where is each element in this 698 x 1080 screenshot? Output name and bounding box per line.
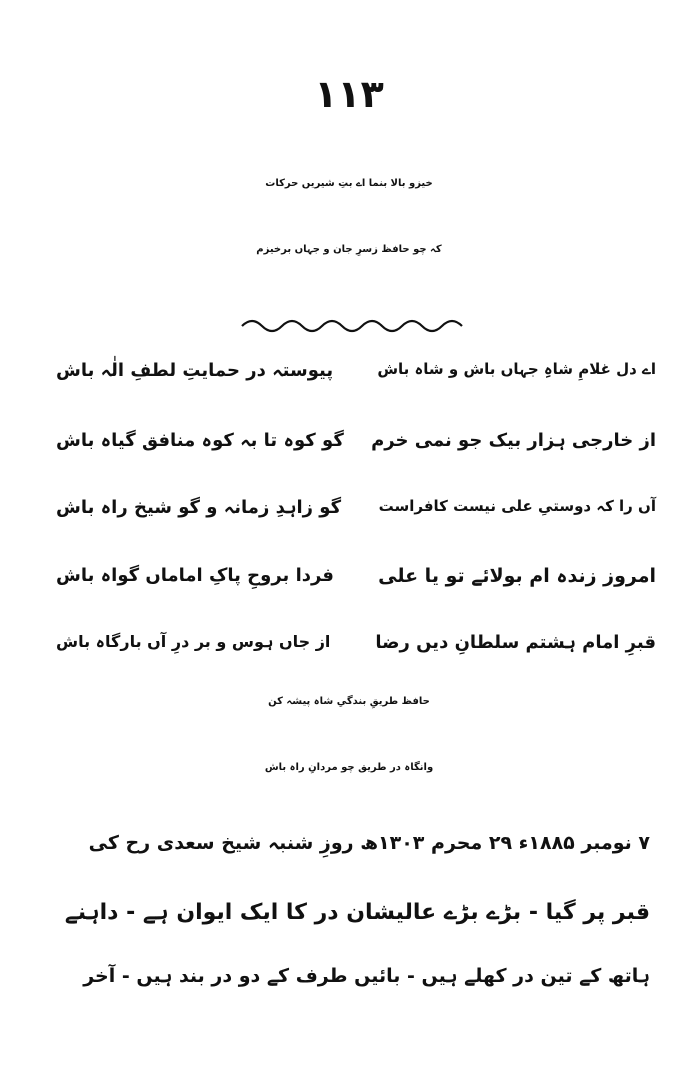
closing-verse-line-2: وانگاہ در طریق چو مردانِ راہ باش (264, 762, 434, 773)
couplet-second-hemistich: از جاں ہوس و بر درِ آں بارگاہ باش (56, 632, 331, 651)
couplet-first-hemistich: آں را کہ دوستیِ علی نیست کافراست (378, 497, 656, 515)
couplet-row (56, 565, 656, 613)
prose-line-2: قبر پر گیا - بڑے بڑے عالیشان در کا ایک ایوان ہے - داہنے (64, 900, 650, 925)
couplet-second-hemistich: پیوستہ در حمایتِ لطفِ الٰہ باش (56, 360, 334, 381)
couplet-row (56, 497, 656, 545)
couplet-second-hemistich: فردا بروحِ پاکِ اماماں گواہ باش (56, 565, 334, 586)
opening-verse-line-2: کہ چو حافظ زسرِ جان و جہاں برخیزم (256, 244, 442, 255)
opening-verse-line-1: خیزو بالا بنما اے بتِ شیریں حرکات (265, 178, 433, 189)
prose-line-3: ہاتھ کے تین در کھلے ہیں - بائیں طرف کے دو در بند ہیں - آخر (83, 965, 650, 987)
couplet-first-hemistich: اے دل غلامِ شاہِ جہاں باش و شاہ باش (377, 360, 656, 378)
closing-verse-line-1: حافظ طریقِ بندگیِ شاہ پیشہ کن (268, 696, 430, 707)
couplet-row (56, 632, 656, 680)
couplet-row (56, 430, 656, 478)
couplet-first-hemistich: امروز زندہ ام بولائے تو یا علی (378, 565, 656, 587)
prose-line-1: ۷ نومبر ۱۸۸۵ء ۲۹ محرم ۱۳۰۳ھ روزِ شنبہ شیخ سعدی رح کی (88, 832, 650, 854)
page-number: ۱۱۳ (314, 72, 384, 116)
couplet-first-hemistich: از خارجی ہزار بیک جو نمی خرم (371, 430, 656, 451)
couplet-second-hemistich: گو کوہ تا بہ کوہ منافق گیاہ باش (56, 430, 344, 451)
wavy-divider-ornament (238, 306, 468, 340)
couplet-row (56, 360, 656, 408)
couplet-first-hemistich: قبرِ امام ہشتم سلطانِ دیں رضا (375, 632, 656, 653)
couplet-second-hemistich: گو زاہدِ زمانہ و گو شیخ راہ باش (56, 497, 342, 518)
